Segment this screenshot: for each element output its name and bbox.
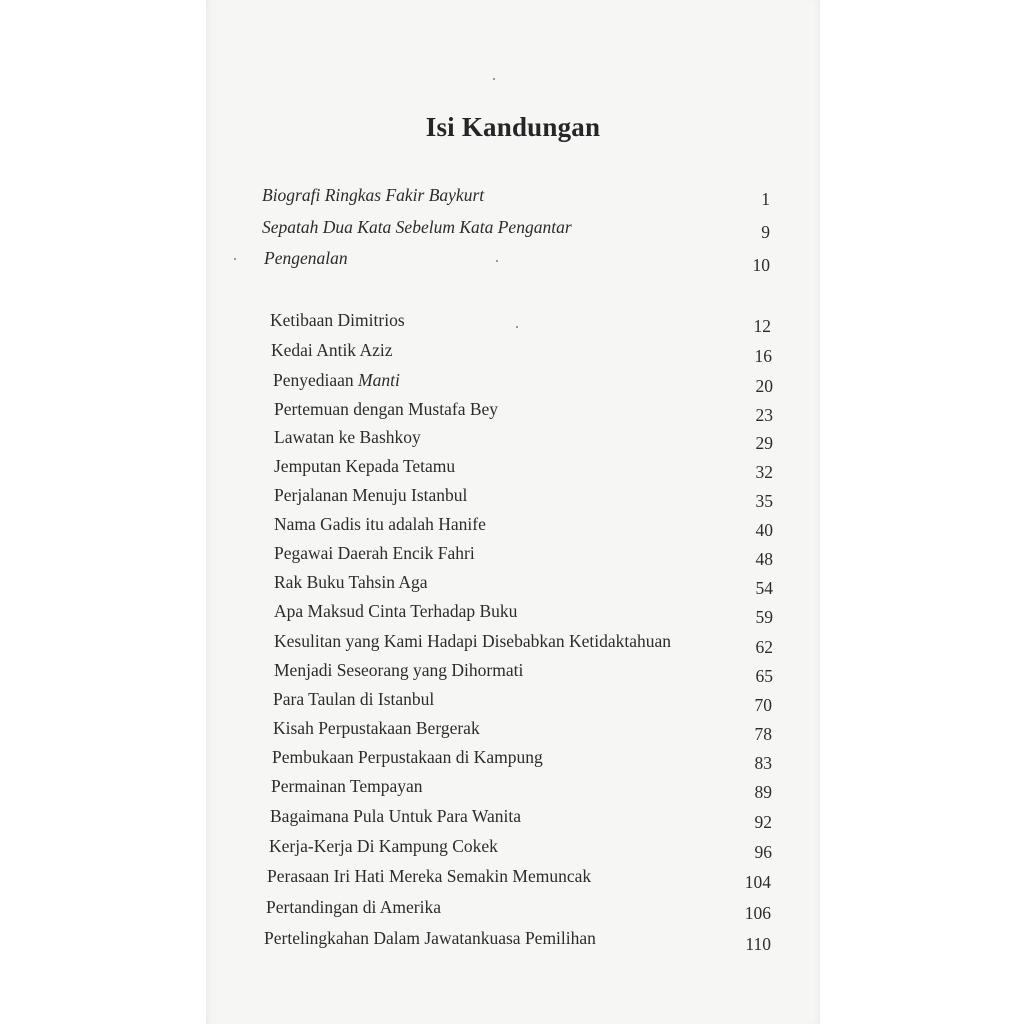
toc-entry-page: 10 [752, 255, 770, 275]
toc-entry-page: 104 [744, 872, 771, 892]
toc-entry-label: Nama Gadis itu adalah Hanife [274, 514, 486, 534]
toc-entry-page: 20 [755, 376, 773, 396]
book-page [206, 0, 820, 1024]
toc-entry-page: 59 [755, 607, 773, 627]
toc-entry [206, 370, 820, 400]
toc-entry-label: Lawatan ke Bashkoy [274, 427, 421, 447]
toc-entry-label: Sepatah Dua Kata Sebelum Kata Pengantar [262, 217, 572, 237]
toc-entry [206, 836, 820, 866]
toc-entry [206, 217, 820, 247]
toc-entry [206, 456, 820, 486]
toc-entry-page: 106 [744, 903, 771, 923]
toc-entry-page: 9 [761, 222, 770, 242]
toc-entry [206, 928, 820, 958]
toc-entry-page: 92 [754, 812, 772, 832]
toc-entry [206, 806, 820, 836]
toc-entry-page: 1 [761, 189, 770, 209]
toc-entry [206, 514, 820, 544]
toc-entry [206, 248, 820, 278]
toc-entry [206, 485, 820, 515]
toc-entry [206, 689, 820, 719]
toc-entry-page: 12 [753, 316, 771, 336]
toc-entry-label: Bagaimana Pula Untuk Para Wanita [270, 806, 521, 826]
toc-entry-label: Rak Buku Tahsin Aga [274, 572, 428, 592]
toc-entry-page: 35 [755, 491, 773, 511]
toc-entry-page: 29 [755, 433, 773, 453]
toc-entry [206, 601, 820, 631]
toc-entry [206, 718, 820, 748]
page-title: Isi Kandungan [425, 112, 601, 142]
toc-entry-label: Kesulitan yang Kami Hadapi Disebabkan Ketidaktahuan [274, 631, 672, 651]
toc-entry-label: Perasaan Iri Hati Mereka Semakin Memuncak [267, 866, 592, 886]
toc-entry-page: 23 [755, 405, 773, 425]
toc-entry-label: Pertelingkahan Dalam Jawatankuasa Pemilihan [264, 928, 596, 948]
toc-entry-label: Apa Maksud Cinta Terhadap Buku [274, 601, 518, 621]
toc-entry-page: 70 [754, 695, 772, 715]
toc-entry-page: 62 [755, 637, 773, 657]
table-of-contents [206, 0, 820, 1024]
paper-speck [493, 78, 495, 80]
toc-entry-page: 32 [755, 462, 773, 482]
toc-entry-page: 83 [754, 753, 772, 773]
paper-speck [516, 326, 518, 328]
toc-entry-page: 16 [754, 346, 772, 366]
toc-entry-label: Pengenalan [264, 248, 348, 268]
paper-speck [234, 258, 236, 260]
toc-entry-label-emphasis: Manti [358, 370, 400, 390]
toc-entry [206, 897, 820, 927]
toc-entry-label: Ketibaan Dimitrios [270, 310, 405, 330]
toc-entry-label: Jemputan Kepada Tetamu [274, 456, 456, 476]
toc-entry [206, 543, 820, 573]
toc-entry [206, 776, 820, 806]
toc-entry-label: Kedai Antik Aziz [271, 340, 393, 360]
toc-entry-page: 54 [755, 578, 773, 598]
toc-entry-label: Perjalanan Menuju Istanbul [274, 485, 468, 505]
toc-entry [206, 747, 820, 777]
toc-entry [206, 660, 820, 690]
toc-entry-label [273, 370, 400, 391]
toc-entry-page: 65 [755, 666, 773, 686]
toc-entry-page: 40 [755, 520, 773, 540]
toc-entry-label: Pertemuan dengan Mustafa Bey [274, 399, 499, 419]
toc-entry [206, 427, 820, 457]
toc-entry-label: Kisah Perpustakaan Bergerak [273, 718, 480, 738]
toc-entry-page: 110 [745, 934, 771, 954]
toc-entry-label: Pembukaan Perpustakaan di Kampung [272, 747, 543, 767]
toc-entry-label: Biografi Ringkas Fakir Baykurt [262, 185, 485, 205]
toc-entry [206, 399, 820, 429]
paper-speck [496, 260, 498, 262]
toc-entry-label: Kerja-Kerja Di Kampung Cokek [269, 836, 498, 856]
toc-entry-label: Permainan Tempayan [271, 776, 423, 796]
toc-entry-page: 96 [754, 842, 772, 862]
toc-entry-label-text: Penyediaan [273, 370, 359, 390]
toc-entry [206, 185, 820, 215]
toc-entry-label: Pertandingan di Amerika [266, 897, 441, 917]
toc-entry [206, 866, 820, 896]
toc-entry [206, 631, 820, 661]
toc-entry [206, 340, 820, 370]
toc-entry-label: Para Taulan di Istanbul [273, 689, 435, 709]
toc-entry [206, 572, 820, 602]
toc-entry-label: Menjadi Seseorang yang Dihormati [274, 660, 524, 680]
toc-entry-page: 48 [755, 549, 773, 569]
toc-entry-page: 89 [754, 782, 772, 802]
toc-entry-label: Pegawai Daerah Encik Fahri [274, 543, 475, 563]
toc-entry-page: 78 [754, 724, 772, 744]
toc-entry [206, 310, 820, 340]
